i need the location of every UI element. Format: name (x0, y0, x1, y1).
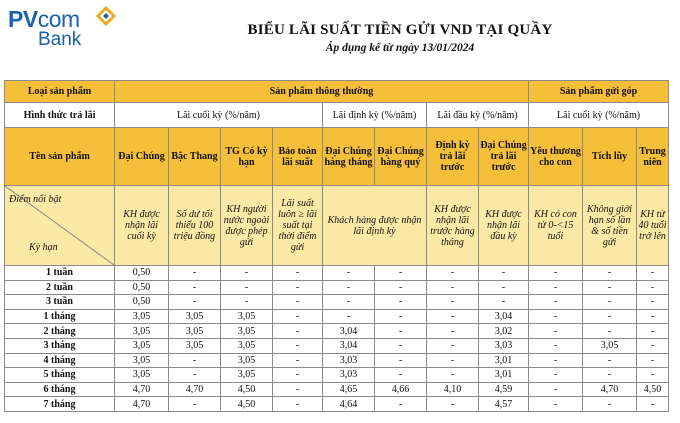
table-row (5, 295, 669, 310)
rate-cell: 0,50 (115, 266, 169, 281)
feature-text: Khách hàng được nhận lãi định kỳ (323, 186, 427, 266)
rate-cell: 3,02 (479, 324, 529, 339)
term-cell: 2 tuần (5, 280, 115, 295)
rate-cell: - (375, 324, 427, 339)
rate-cell: - (529, 353, 583, 368)
rate-cell: - (375, 353, 427, 368)
rate-cell: 3,01 (479, 368, 529, 383)
rate-cell: - (583, 266, 637, 281)
label-product-name: Tên sản phẩm (5, 128, 115, 186)
table-row (5, 324, 669, 339)
rate-cell: - (583, 353, 637, 368)
rate-cell: - (637, 309, 669, 324)
rate-cell: 3,03 (479, 338, 529, 353)
rate-cell: 3,05 (169, 324, 221, 339)
feature-text: KH được nhận lãi đầu kỳ (479, 186, 529, 266)
product-name: Đại Chúng hàng tháng (323, 128, 375, 186)
rate-cell: - (427, 397, 479, 412)
rate-cell: - (221, 266, 273, 281)
table-row (5, 368, 669, 383)
table-row (5, 397, 669, 412)
rate-cell: 3,05 (221, 338, 273, 353)
rate-cell: - (169, 266, 221, 281)
pay-end-saving: Lãi cuối kỳ (%/năm) (529, 103, 669, 128)
rate-cell: 4,50 (221, 397, 273, 412)
pay-end: Lãi cuối kỳ (%/năm) (115, 103, 323, 128)
feature-text: KH từ 40 tuổi trở lên (637, 186, 669, 266)
feature-text: KH người nước ngoài được phép gửi (221, 186, 273, 266)
rate-rows (5, 266, 669, 412)
rate-cell: 3,05 (221, 368, 273, 383)
rate-cell: - (273, 353, 323, 368)
rate-cell: 4,70 (169, 382, 221, 397)
rate-cell: - (273, 266, 323, 281)
term-cell: 4 tháng (5, 353, 115, 368)
rate-cell: - (427, 368, 479, 383)
label-term: Kỳ hạn (29, 242, 58, 253)
rate-cell: - (479, 266, 529, 281)
feature-text: KH được nhận lãi trước hàng tháng (427, 186, 479, 266)
rate-cell: - (323, 309, 375, 324)
table-row (5, 382, 669, 397)
rate-cell: - (323, 280, 375, 295)
rate-cell: - (427, 280, 479, 295)
highlight-term-corner (5, 186, 115, 266)
rate-cell: - (273, 309, 323, 324)
rate-cell: - (169, 368, 221, 383)
term-cell: 1 tháng (5, 309, 115, 324)
term-cell: 6 tháng (5, 382, 115, 397)
product-name: Đại Chúng hàng quý (375, 128, 427, 186)
rate-cell: 3,05 (115, 324, 169, 339)
rate-cell: 3,05 (115, 353, 169, 368)
table-row (5, 280, 669, 295)
rate-cell: - (273, 368, 323, 383)
rate-cell: 3,05 (169, 309, 221, 324)
rate-cell: - (427, 295, 479, 310)
rate-cell: - (637, 353, 669, 368)
rate-cell: - (273, 295, 323, 310)
pay-periodic: Lãi định kỳ (%/năm) (323, 103, 427, 128)
rate-cell: - (529, 338, 583, 353)
rate-cell: 3,01 (479, 353, 529, 368)
term-cell: 5 tháng (5, 368, 115, 383)
rate-cell: 4,50 (221, 382, 273, 397)
rate-cell: 3,05 (169, 338, 221, 353)
rate-cell: - (169, 280, 221, 295)
rate-cell: 0,50 (115, 295, 169, 310)
product-name: Yêu thương cho con (529, 128, 583, 186)
rate-cell: - (529, 266, 583, 281)
logo-text-pvcom: PVcom (8, 6, 80, 32)
label-payment-form: Hình thức trả lãi (5, 103, 115, 128)
term-cell: 7 tháng (5, 397, 115, 412)
logo-text-bank: Bank (38, 29, 82, 50)
rate-cell: 4,59 (479, 382, 529, 397)
table-row (5, 353, 669, 368)
rate-cell: - (323, 295, 375, 310)
rate-cell: - (583, 280, 637, 295)
table-row (5, 266, 669, 281)
rate-cell: - (583, 324, 637, 339)
rate-cell: - (637, 295, 669, 310)
rate-cell: - (637, 280, 669, 295)
rate-cell: - (375, 368, 427, 383)
rate-cell: 0,50 (115, 280, 169, 295)
rate-cell: - (637, 266, 669, 281)
feature-text: Lãi suất luôn ≥ lãi suất tại thời điểm gửi (273, 186, 323, 266)
group-saving: Sản phẩm gửi góp (529, 81, 669, 103)
rate-cell: - (375, 295, 427, 310)
rate-cell: - (375, 309, 427, 324)
rate-cell: - (529, 309, 583, 324)
rate-cell: - (479, 280, 529, 295)
rate-cell: - (221, 295, 273, 310)
rate-cell: - (637, 324, 669, 339)
term-cell: 2 tháng (5, 324, 115, 339)
rate-cell: - (583, 295, 637, 310)
rate-cell: 3,05 (115, 368, 169, 383)
product-name: Đại Chúng trả lãi trước (479, 128, 529, 186)
rate-cell: - (375, 280, 427, 295)
rate-cell: - (529, 368, 583, 383)
rate-cell: 4,70 (115, 382, 169, 397)
rate-cell: - (479, 295, 529, 310)
table-row (5, 309, 669, 324)
product-name: Đại Chúng (115, 128, 169, 186)
rate-cell: 4,70 (115, 397, 169, 412)
rate-cell: 3,03 (323, 368, 375, 383)
label-highlight: Điểm nổi bật (9, 194, 62, 205)
product-name: TG Có kỳ hạn (221, 128, 273, 186)
rate-cell: - (427, 309, 479, 324)
rate-cell: - (583, 397, 637, 412)
rate-cell: 3,04 (479, 309, 529, 324)
term-cell: 3 tháng (5, 338, 115, 353)
rate-cell: 3,05 (221, 353, 273, 368)
rate-cell: 3,05 (221, 324, 273, 339)
term-cell: 1 tuần (5, 266, 115, 281)
rate-cell: - (427, 353, 479, 368)
rate-cell: - (273, 280, 323, 295)
rate-cell: - (273, 382, 323, 397)
rate-cell: 3,04 (323, 324, 375, 339)
logo-emblem-icon (94, 4, 118, 28)
product-name: Tích lũy (583, 128, 637, 186)
rate-cell: 3,03 (323, 353, 375, 368)
rate-cell: 3,04 (323, 338, 375, 353)
rate-cell: - (375, 338, 427, 353)
rate-cell: - (221, 280, 273, 295)
group-regular: Sản phẩm thông thường (115, 81, 529, 103)
feature-text: Số dư tối thiểu 100 triệu đồng (169, 186, 221, 266)
rate-cell: - (583, 309, 637, 324)
feature-text: KH có con từ 0-<15 tuổi (529, 186, 583, 266)
rate-cell: 4,50 (637, 382, 669, 397)
rate-cell: - (323, 266, 375, 281)
rate-cell: - (529, 382, 583, 397)
rate-cell: - (637, 368, 669, 383)
rate-cell: - (529, 397, 583, 412)
rate-cell: - (375, 266, 427, 281)
pvcombank-logo (8, 4, 118, 56)
page-subtitle: Áp dụng kể từ ngày 13/01/2024 (325, 42, 475, 54)
rate-cell: - (273, 338, 323, 353)
rate-cell: 4,70 (583, 382, 637, 397)
term-cell: 3 tuần (5, 295, 115, 310)
rate-cell: - (583, 368, 637, 383)
product-name: Trung niên (637, 128, 669, 186)
rate-table (4, 80, 669, 412)
rate-cell: 3,05 (115, 309, 169, 324)
rate-cell: 4,64 (323, 397, 375, 412)
rate-cell: - (169, 295, 221, 310)
page-title: BIỂU LÃI SUẤT TIỀN GỬI VND TẠI QUẦY (247, 22, 553, 38)
rate-cell: - (169, 353, 221, 368)
rate-cell: - (273, 324, 323, 339)
rate-cell: - (427, 324, 479, 339)
rate-cell: - (273, 397, 323, 412)
rate-cell: 4,57 (479, 397, 529, 412)
pay-upfront: Lãi đầu kỳ (%/năm) (427, 103, 529, 128)
product-name: Bảo toàn lãi suất (273, 128, 323, 186)
rate-cell: - (529, 324, 583, 339)
product-name: Định kỳ trả lãi trước (427, 128, 479, 186)
rate-cell: 4,10 (427, 382, 479, 397)
feature-text: KH được nhận lãi cuối kỳ (115, 186, 169, 266)
rate-cell: - (375, 397, 427, 412)
rate-cell: - (169, 397, 221, 412)
rate-cell: - (637, 338, 669, 353)
rate-cell: 4,66 (375, 382, 427, 397)
rate-cell: 3,05 (583, 338, 637, 353)
rate-cell: - (427, 338, 479, 353)
table-row (5, 338, 669, 353)
feature-text: Không giới hạn số lần & số tiền gửi (583, 186, 637, 266)
rate-cell: 3,05 (221, 309, 273, 324)
rate-cell: - (529, 295, 583, 310)
label-product-type: Loại sản phẩm (5, 81, 115, 103)
rate-cell: 4,65 (323, 382, 375, 397)
rate-cell: - (427, 266, 479, 281)
rate-cell: 3,05 (115, 338, 169, 353)
product-name: Bậc Thang (169, 128, 221, 186)
rate-cell: - (529, 280, 583, 295)
rate-cell: - (637, 397, 669, 412)
